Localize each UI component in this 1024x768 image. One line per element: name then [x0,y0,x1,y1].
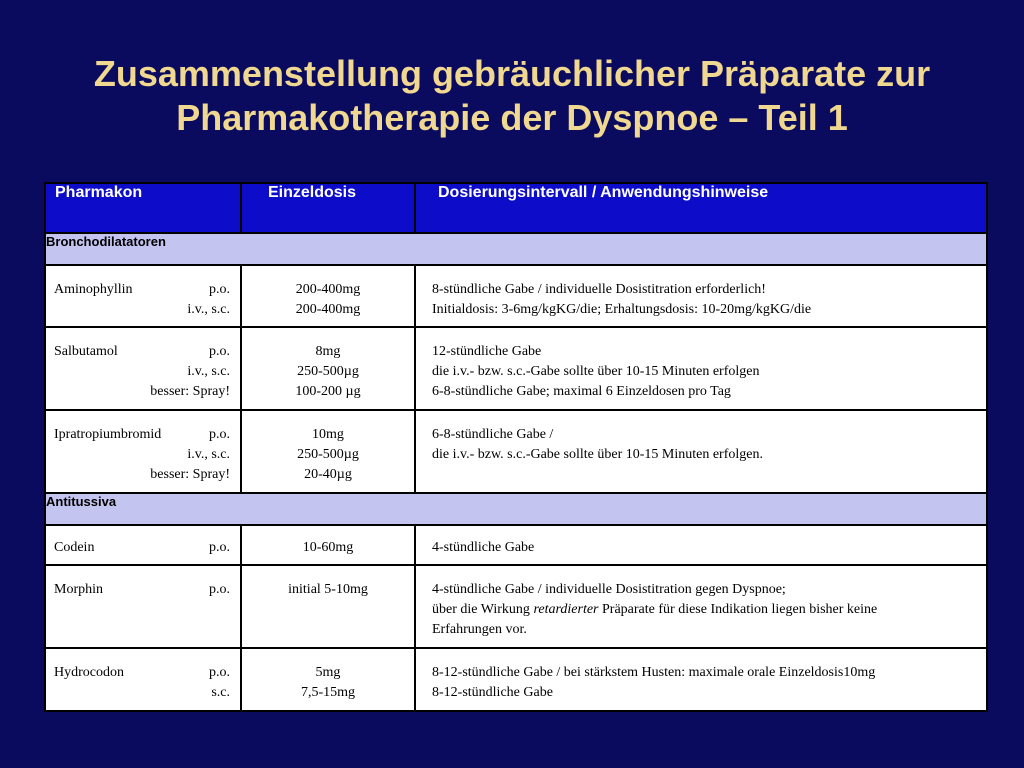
header-pharmakon: Pharmakon [45,183,241,233]
drug-route: besser: Spray! [150,467,230,482]
drug-route: s.c. [211,685,230,700]
note-line: 4-stündliche Gabe [432,540,535,555]
note-line: 8-12-stündliche Gabe [432,685,553,700]
drug-cell [45,327,241,410]
drug-route: i.v., s.c. [187,302,230,317]
slide-title-line-2: Pharmakotherapie der Dyspnoe – Teil 1 [176,97,848,138]
note-line [432,600,978,620]
drug-route: i.v., s.c. [187,447,230,462]
drug-route: p.o. [209,427,230,442]
drug-route: p.o. [209,540,230,555]
section-label: Bronchodilatatoren [45,233,987,265]
note-line: Initialdosis: 3-6mg/kgKG/die; Erhaltungsdosis: 10-20mg/kgKG/die [432,302,812,317]
table-row [45,525,987,565]
drug-name: Aminophyllin [54,282,133,297]
dose-value: 200-400mg [295,302,361,317]
drug-name: Morphin [54,582,103,597]
slide-title-line-1: Zusammenstellung gebräuchlicher Präparate zur [93,53,931,94]
drug-route: p.o. [209,582,230,597]
table-row [45,648,987,711]
note-line: 6-8-stündliche Gabe; maximal 6 Einzeldosen pro Tag [432,384,731,399]
dose-cell [241,525,415,565]
drug-cell [45,410,241,493]
note-line: 4-stündliche Gabe / individuelle Dosistitration gegen Dyspnoe; [432,582,786,597]
dose-value: 100-200 µg [295,384,361,399]
dose-value: 250-500µg [297,364,359,379]
header-dosierungsintervall: Dosierungsintervall / Anwendungshinweise [415,183,987,233]
drug-route: besser: Spray! [150,384,230,399]
dose-cell [241,648,415,711]
table-row [45,410,987,493]
note-line: 12-stündliche Gabe [432,344,542,359]
note-line: die i.v.- bzw. s.c.-Gabe sollte über 10-15 Minuten erfolgen [432,364,760,379]
slide-title [0,52,1024,140]
note-text: über die Wirkung [432,602,534,617]
drug-route: p.o. [209,665,230,680]
table-row [45,565,987,648]
note-line: 8-stündliche Gabe / individuelle Dosistitration erforderlich! [432,282,766,297]
note-cell [415,648,987,711]
note-line: Erfahrungen vor. [432,622,527,637]
dose-value: 20-40µg [304,467,352,482]
note-cell [415,265,987,327]
note-cell [415,525,987,565]
table-row [45,265,987,327]
dose-cell [241,565,415,648]
note-line: 6-8-stündliche Gabe / [432,427,554,442]
note-text: Präparate für diese Indikation liegen bisher keine [598,602,878,617]
drug-cell [45,648,241,711]
dose-cell [241,265,415,327]
dose-value: 250-500µg [297,447,359,462]
table-row [45,327,987,410]
drug-name: Codein [54,540,95,555]
section-row-antitussiva [45,493,987,525]
note-cell [415,565,987,648]
dose-value: 5mg [315,665,341,680]
dose-value: 10-60mg [302,540,354,555]
drug-route: p.o. [209,282,230,297]
drug-cell [45,265,241,327]
medication-table [44,182,988,712]
note-emphasis: retardierter [533,602,599,617]
note-line: 8-12-stündliche Gabe / bei stärkstem Husten: maximale orale Einzeldosis10mg [432,665,876,680]
dose-value: 8mg [315,344,341,359]
dose-value: 7,5-15mg [300,685,356,700]
dose-cell [241,327,415,410]
dose-cell [241,410,415,493]
dose-value: 200-400mg [295,282,361,297]
dose-value: initial 5-10mg [288,582,368,597]
drug-cell [45,565,241,648]
section-label: Antitussiva [45,493,987,525]
header-einzeldosis: Einzeldosis [241,183,415,233]
drug-name: Ipratropiumbromid [54,427,162,442]
dose-value: 10mg [312,427,344,442]
drug-name: Hydrocodon [54,665,124,680]
section-row-bronchodilatatoren [45,233,987,265]
drug-route: i.v., s.c. [187,364,230,379]
table-header-row [45,183,987,233]
drug-name: Salbutamol [54,344,118,359]
note-cell [415,410,987,493]
drug-route: p.o. [209,344,230,359]
note-cell [415,327,987,410]
note-line: die i.v.- bzw. s.c.-Gabe sollte über 10-15 Minuten erfolgen. [432,447,763,462]
drug-cell [45,525,241,565]
